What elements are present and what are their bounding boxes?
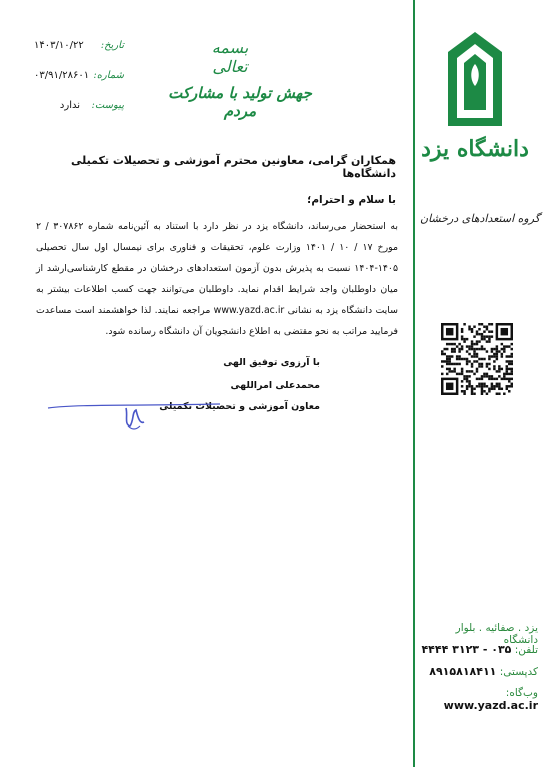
attachment-value: ندارد xyxy=(59,100,80,111)
university-logo xyxy=(444,30,506,128)
letter-addressee: همکاران گرامی، معاونین محترم آموزشی و تحصیلات تکمیلی دانشگاه‌ها xyxy=(71,154,396,180)
phone-value: ۰۳۵ - ۳۱۲۳ ۴۴۴۴ xyxy=(421,643,512,656)
number-value: ۰۳/۹۱/۲۸۶۰۱ xyxy=(34,70,90,81)
sidebar-divider xyxy=(413,0,415,767)
date-label: تاریخ: xyxy=(100,40,124,51)
university-name: دانشگاه یزد xyxy=(421,136,529,162)
phone-line xyxy=(420,643,538,656)
website-line xyxy=(420,687,538,712)
besmellah-heading: بسمه تعالی xyxy=(211,38,249,76)
website-value[interactable]: www.yazd.ac.ir xyxy=(443,699,538,712)
date-value: ۱۴۰۳/۱۰/۲۲ xyxy=(34,40,84,51)
address-line: یزد . صفائیه . بلوار دانشگاه xyxy=(455,622,538,646)
postal-value: ۸۹۱۵۸۱۸۴۱۱ xyxy=(429,665,497,678)
closing-phrase: با آرزوی توفیق الهی xyxy=(223,357,320,368)
attachment-label: پیوست: xyxy=(91,100,124,111)
signer-title: معاون آموزشی و تحصیلات تکمیلی xyxy=(159,401,320,412)
phone-label: تلفن: xyxy=(514,644,538,656)
letter-body: به استحضار می‌رساند، دانشگاه یزد در نظر دارد با استناد به آئین‌نامه شماره ۳۰۷۸۶۲ / ۲ مورخ ۱۷ / ۱۰ / ۱۴۰۱ وزارت علوم، تحقیقات و فناوری برای نیمسال اول سال تحصیلی ۱۴۰۵-۱۴۰۴ نسبت به پذیرش بدون آزمون استعدادهای درخشان در مقطع کارشناسی‌ارشد از میان داوطلبان واجد شرایط اقدام نماید. داوطلبان می‌توانند جهت کسب اطلاعات بیشتر به سایت دانشگاه یزد به نشانی www.yazd.ac.ir مراجعه نمایند. لذا خواهشمند است مساعدت فرمایید مراتب به نحو مقتضی به اطلاع دانشجویان آن دانشگاه رسانده شود. xyxy=(36,221,399,337)
postal-label: کدپستی: xyxy=(499,666,538,678)
letter-greeting: با سلام و احترام؛ xyxy=(307,194,396,206)
qr-code xyxy=(441,323,513,395)
postal-line xyxy=(420,665,538,678)
handwritten-signature xyxy=(40,396,230,436)
website-label: وب‌گاه: xyxy=(505,687,538,699)
year-slogan: جهش تولید با مشارکت مردم xyxy=(168,84,312,120)
office-name: گروه استعدادهای درخشان xyxy=(419,212,541,225)
number-label: شماره: xyxy=(93,70,124,81)
signer-name: محمدعلی امراللهی xyxy=(230,380,320,391)
